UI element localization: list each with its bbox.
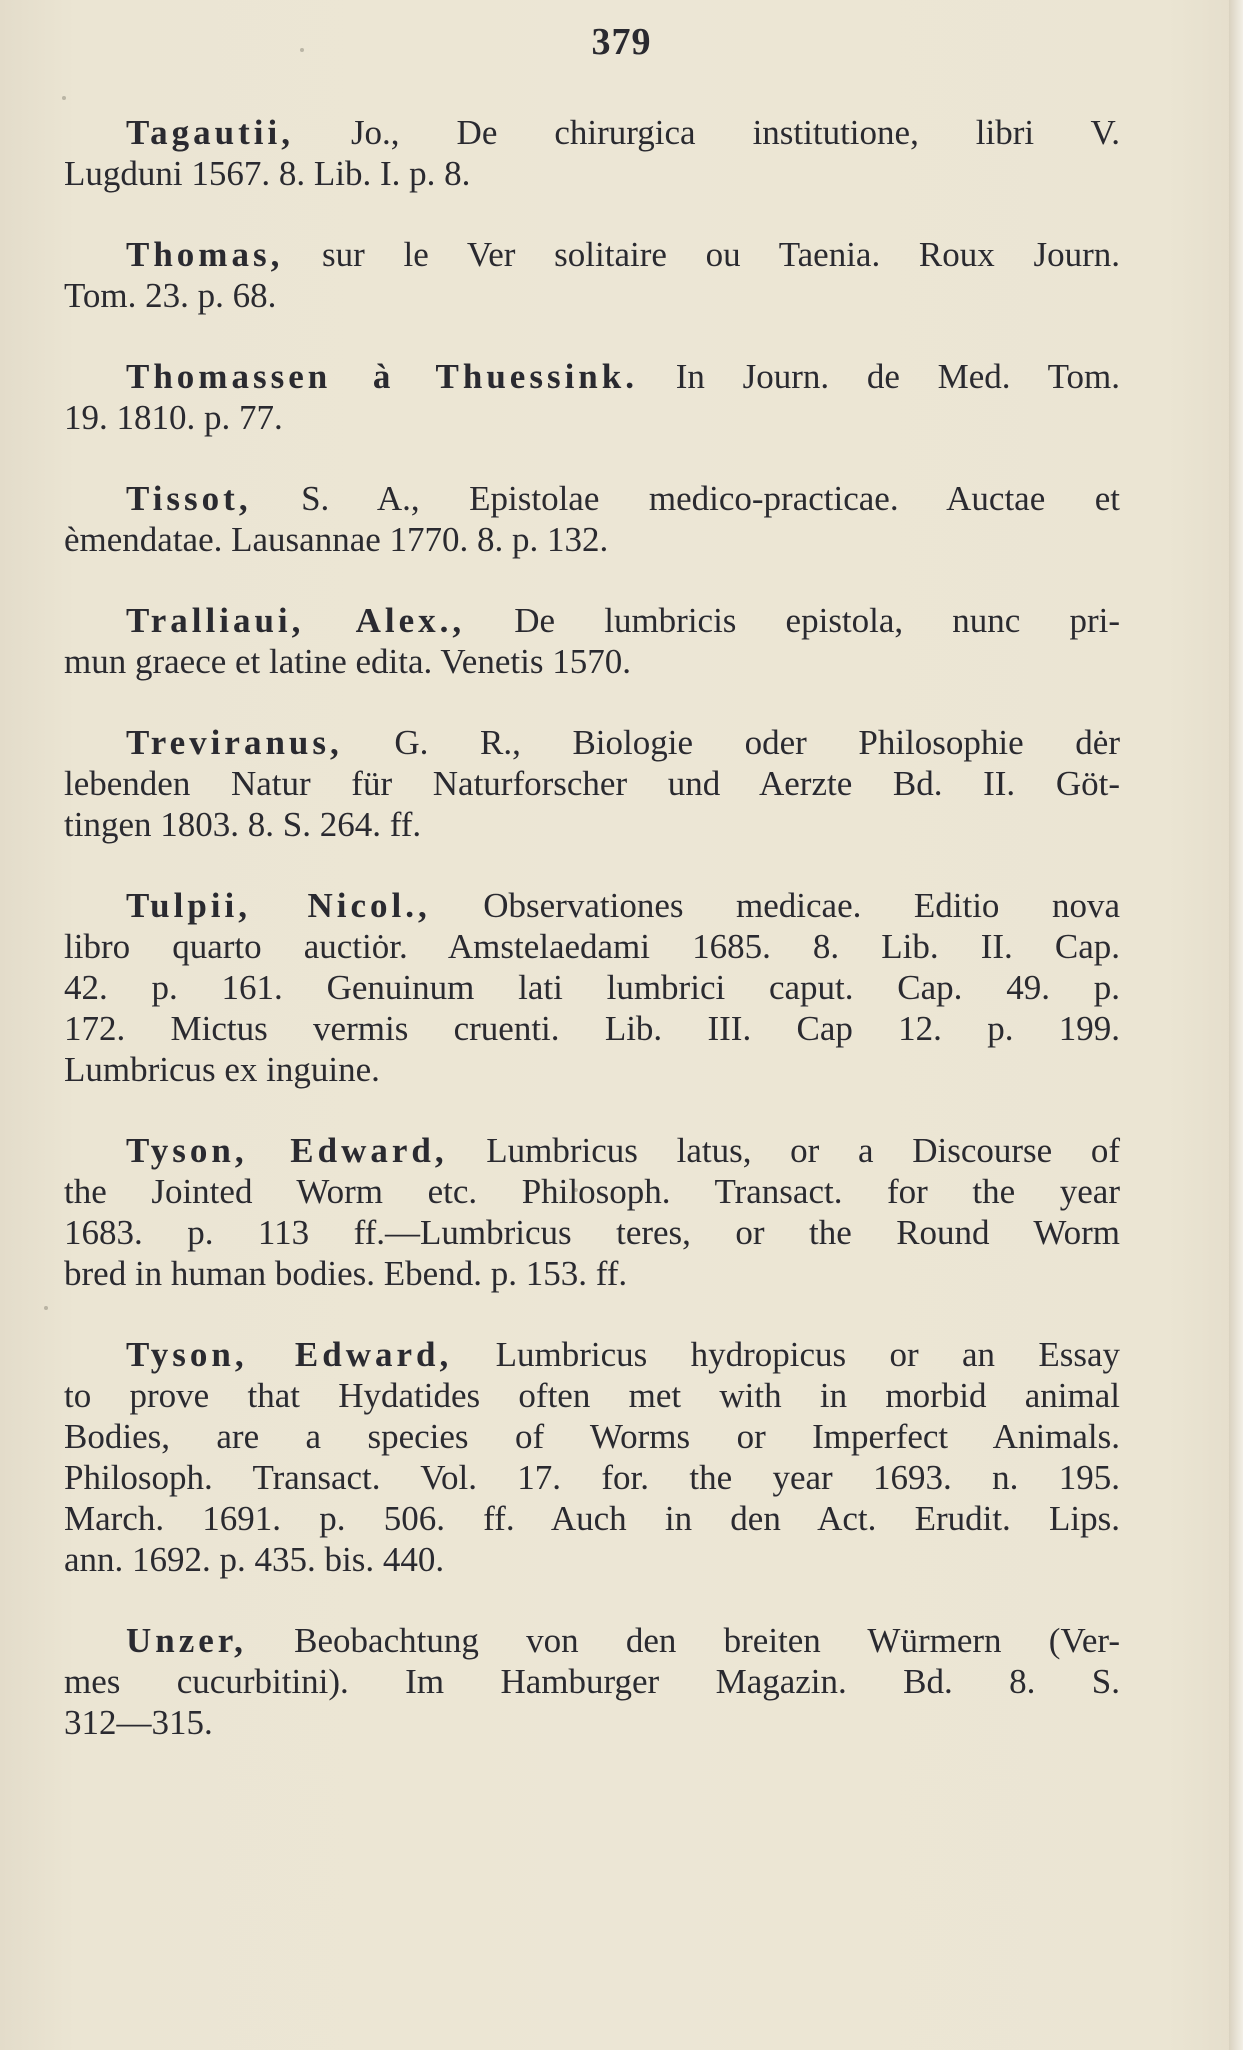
entry-line: to prove that Hydatides often met with in morbid animal	[64, 1376, 1120, 1415]
entry-text: Lumbricus hydropicus or an Essay	[452, 1335, 1120, 1374]
paper-speck	[62, 96, 66, 100]
entry-first-line	[64, 356, 1120, 397]
entry-line: ann. 1692. p. 435. bis. 440.	[64, 1540, 445, 1579]
entry-first-line	[64, 885, 1120, 926]
entry-line: Bodies, are a species of Worms or Imperfect Animals.	[64, 1417, 1120, 1456]
entry-line: 1683. p. 113 ff.—Lumbricus teres, or the Round Worm	[64, 1213, 1120, 1252]
entry-line: mun graece et latine edita. Venetis 1570.	[64, 642, 631, 681]
entry-author: Tralliaui, Alex.,	[126, 601, 466, 640]
entry-line: Tom. 23. p. 68.	[64, 276, 277, 315]
entry-author: Thomassen à Thuessink.	[126, 357, 638, 396]
bibliography-entry	[64, 112, 1120, 194]
entry-line: èmendatae. Lausannae 1770. 8. p. 132.	[64, 520, 609, 559]
bibliography-entry	[64, 1620, 1120, 1743]
entry-line: 172. Mictus vermis cruenti. Lib. III. Cap 12. p. 199.	[64, 1009, 1120, 1048]
entry-first-line	[64, 1620, 1120, 1661]
entry-line: Lugduni 1567. 8. Lib. I. p. 8.	[64, 154, 471, 193]
bibliography-entry	[64, 885, 1120, 1090]
entry-line: the Jointed Worm etc. Philosoph. Transact. for the year	[64, 1172, 1120, 1211]
entry-line: libro quarto auctiȯr. Amstelaedami 1685. 8. Lib. II. Cap.	[64, 927, 1120, 966]
entry-line: March. 1691. p. 506. ff. Auch in den Act. Erudit. Lips.	[64, 1499, 1120, 1538]
paper-speck	[44, 1306, 48, 1310]
entry-line: 19. 1810. p. 77.	[64, 398, 283, 437]
entry-text: sur le Ver solitaire ou Taenia. Roux Journ.	[283, 235, 1120, 274]
entry-line: tingen 1803. 8. S. 264. ff.	[64, 805, 422, 844]
entry-author: Tagautii,	[126, 113, 294, 152]
entry-line: 312—315.	[64, 1703, 213, 1742]
entry-text: De lumbricis epistola, nunc pri-	[465, 601, 1121, 640]
entry-first-line	[64, 1130, 1120, 1171]
entry-author: Tulpii, Nicol.,	[126, 886, 431, 925]
entry-author: Treviranus,	[126, 723, 343, 762]
page-number: 379	[591, 21, 652, 63]
entry-first-line	[64, 112, 1120, 153]
entry-text: Observationes medicae. Editio nova	[430, 886, 1120, 925]
bibliography-entry	[64, 600, 1120, 682]
bibliography-list	[64, 112, 1120, 1783]
entry-text: In Journ. de Med. Tom.	[637, 357, 1120, 396]
entry-line: Lumbricus ex inguine.	[64, 1050, 380, 1089]
entry-text: Jo., De chirurgica institutione, libri V.	[293, 113, 1120, 152]
entry-author: Unzer,	[126, 1621, 247, 1660]
entry-line: bred in human bodies. Ebend. p. 153. ff.	[64, 1254, 628, 1293]
bibliography-entry	[64, 1130, 1120, 1294]
entry-text: G. R., Biologie oder Philosophie dėr	[342, 723, 1120, 762]
entry-author: Tissot,	[126, 479, 252, 518]
bibliography-entry	[64, 1334, 1120, 1580]
bibliography-entry	[64, 234, 1120, 316]
entry-text: S. A., Epistolae medico-practicae. Auctae et	[251, 479, 1120, 518]
bibliography-entry	[64, 356, 1120, 438]
bibliography-entry	[64, 722, 1120, 845]
entry-first-line	[64, 1334, 1120, 1375]
entry-first-line	[64, 478, 1120, 519]
entry-first-line	[64, 600, 1120, 641]
entry-first-line	[64, 234, 1120, 275]
entry-author: Thomas,	[126, 235, 284, 274]
bibliography-entry	[64, 478, 1120, 560]
entry-text: Lumbricus latus, or a Discourse of	[447, 1131, 1120, 1170]
entry-first-line	[64, 722, 1120, 763]
page-edge	[1229, 0, 1243, 2050]
entry-line: 42. p. 161. Genuinum lati lumbrici caput. Cap. 49. p.	[64, 968, 1120, 1007]
entry-author: Tyson, Edward,	[126, 1131, 448, 1170]
entry-text: Beobachtung von den breiten Würmern (Ver-	[246, 1621, 1120, 1660]
entry-line: lebenden Natur für Naturforscher und Aerzte Bd. II. Göt-	[64, 764, 1120, 803]
entry-line: Philosoph. Transact. Vol. 17. for. the year 1693. n. 195.	[64, 1458, 1120, 1497]
entry-author: Tyson, Edward,	[126, 1335, 453, 1374]
entry-line: mes cucurbitini). Im Hamburger Magazin. Bd. 8. S.	[64, 1662, 1120, 1701]
